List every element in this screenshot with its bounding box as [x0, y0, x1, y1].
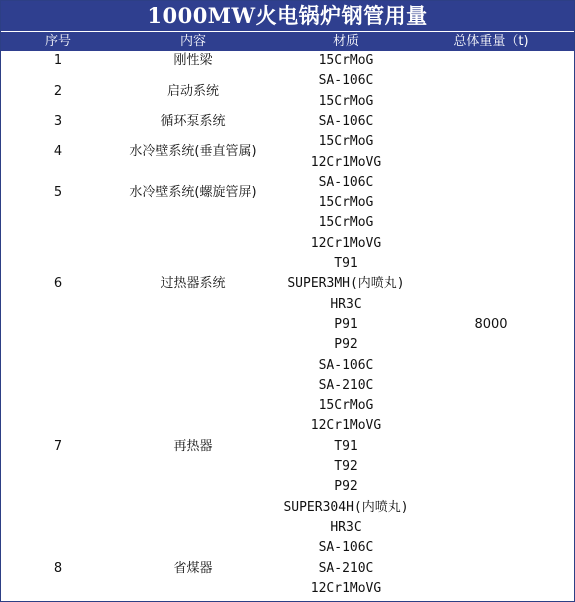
- group-number: 5: [53, 185, 63, 200]
- material-cell: HR3C: [330, 296, 362, 312]
- header-content: 内容: [179, 34, 207, 49]
- table-row: [1, 234, 574, 254]
- group-content: 再热器: [173, 438, 213, 454]
- table-row: [1, 254, 574, 274]
- material-cell: 15CrMoG: [318, 53, 374, 68]
- table-row: [1, 518, 574, 538]
- table-row: [1, 376, 574, 396]
- header-weight: 总体重量（t): [453, 34, 529, 49]
- group-number: 1: [53, 53, 63, 68]
- group-content: 刚性梁: [173, 53, 213, 68]
- material-cell: 15CrMoG: [318, 134, 374, 150]
- material-cell: HR3C: [330, 519, 362, 535]
- table-row: [1, 356, 574, 376]
- material-cell: T91: [334, 438, 358, 454]
- table-row: [1, 477, 574, 497]
- material-cell: 12Cr1MoVG: [310, 154, 382, 170]
- material-cell: T91: [334, 256, 358, 271]
- table-row: [1, 416, 574, 436]
- group-content: 水冷壁系统(螺旋管屏): [129, 185, 257, 200]
- table-row: [1, 213, 574, 233]
- header-material: 材质: [332, 34, 360, 49]
- material-cell: SA-106C: [318, 113, 374, 129]
- table-row: [1, 396, 574, 416]
- table-body: [1, 51, 574, 601]
- header-no: 序号: [44, 34, 72, 49]
- group-content: 水冷壁系统(垂直管属): [129, 144, 257, 160]
- table-title: 1000MW火电锅炉钢管用量: [1, 1, 574, 32]
- material-cell: P91: [334, 316, 358, 332]
- material-cell: SA-210C: [318, 560, 374, 576]
- material-cell: SUPER3MH(内喷丸): [287, 276, 405, 292]
- material-cell: T92: [334, 459, 358, 474]
- group-content: 循环泵系统: [160, 113, 226, 129]
- total-weight-value: 8000: [474, 316, 508, 332]
- table-row: [1, 112, 574, 132]
- group-number: 3: [53, 113, 63, 129]
- table-row: [1, 437, 574, 457]
- table-row: [1, 274, 574, 294]
- material-cell: SA-106C: [318, 540, 374, 556]
- material-cell: 15CrMoG: [318, 195, 374, 211]
- group-content: 省煤器: [173, 560, 213, 576]
- table-row: [1, 92, 574, 112]
- material-cell: 12Cr1MoVG: [310, 235, 382, 251]
- table-row: [1, 295, 574, 315]
- material-cell: 12Cr1MoVG: [310, 580, 382, 596]
- group-content: 启动系统: [166, 83, 220, 99]
- group-number: 2: [53, 83, 63, 99]
- material-cell: 15CrMoG: [318, 93, 374, 109]
- group-number: 6: [53, 276, 63, 292]
- material-cell: 15CrMoG: [318, 215, 374, 231]
- table-header-row: [1, 32, 574, 51]
- table-row: [1, 51, 574, 71]
- material-cell: P92: [334, 479, 358, 495]
- group-number: 7: [53, 438, 63, 454]
- table-row: [1, 559, 574, 579]
- table-row: [1, 457, 574, 477]
- material-cell: SA-106C: [318, 73, 374, 89]
- material-cell: SA-106C: [318, 357, 374, 373]
- material-cell: 15CrMoG: [318, 398, 374, 414]
- table-row: [1, 193, 574, 213]
- table-row: [1, 579, 574, 599]
- table-row: [1, 335, 574, 355]
- table-row: [1, 315, 574, 335]
- material-cell: 12Cr1MoVG: [310, 418, 382, 434]
- group-number: 8: [53, 560, 63, 576]
- group-number: 4: [53, 144, 63, 160]
- material-cell: SUPER304H(内喷丸): [283, 499, 409, 515]
- material-cell: P92: [334, 337, 358, 353]
- material-cell: SA-210C: [318, 377, 374, 393]
- group-content: 过热器系统: [160, 276, 226, 292]
- material-cell: SA-106C: [318, 174, 374, 190]
- table-row: [1, 538, 574, 558]
- table-row: [1, 153, 574, 173]
- table-row: [1, 498, 574, 518]
